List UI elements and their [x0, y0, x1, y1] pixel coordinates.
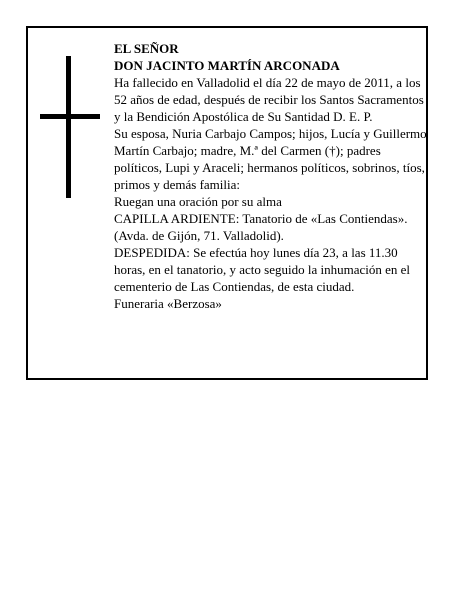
family-list: Su esposa, Nuria Carbajo Campos; hijos, Lucía y Guillermo Martín Carbajo; madre, M.ª del Carmen (†); padres políticos, Lupi y Araceli; hermanos políticos, sobrinos, tíos, primos y demás familia: [114, 126, 427, 192]
notice-text [114, 40, 430, 312]
chapel-info: CAPILLA ARDIENTE: Tanatorio de «Las Contiendas». (Avda. de Gijón, 71. Valladolid). [114, 211, 408, 243]
funeral-home: Funeraria «Berzosa» [114, 296, 222, 311]
prayer-request: Ruegan una oración por su alma [114, 194, 282, 209]
cross-horizontal-bar [40, 114, 100, 119]
obituary-notice [26, 26, 428, 380]
deceased-name: DON JACINTO MARTÍN ARCONADA [114, 58, 340, 73]
cross-vertical-bar [66, 56, 71, 198]
death-announcement: Ha fallecido en Valladolid el día 22 de mayo de 2011, a los 52 años de edad, después de recibir los Santos Sacramentos y la Bendición Apostólica de Su Santidad D. E. P. [114, 75, 424, 124]
farewell-info: DESPEDIDA: Se efectúa hoy lunes día 23, a las 11.30 horas, en el tanatorio, y acto seguido la inhumación en el cementerio de Las Contiendas, de esta ciudad. [114, 245, 411, 294]
cross-icon [40, 56, 100, 198]
heading-title: EL SEÑOR [114, 41, 179, 56]
